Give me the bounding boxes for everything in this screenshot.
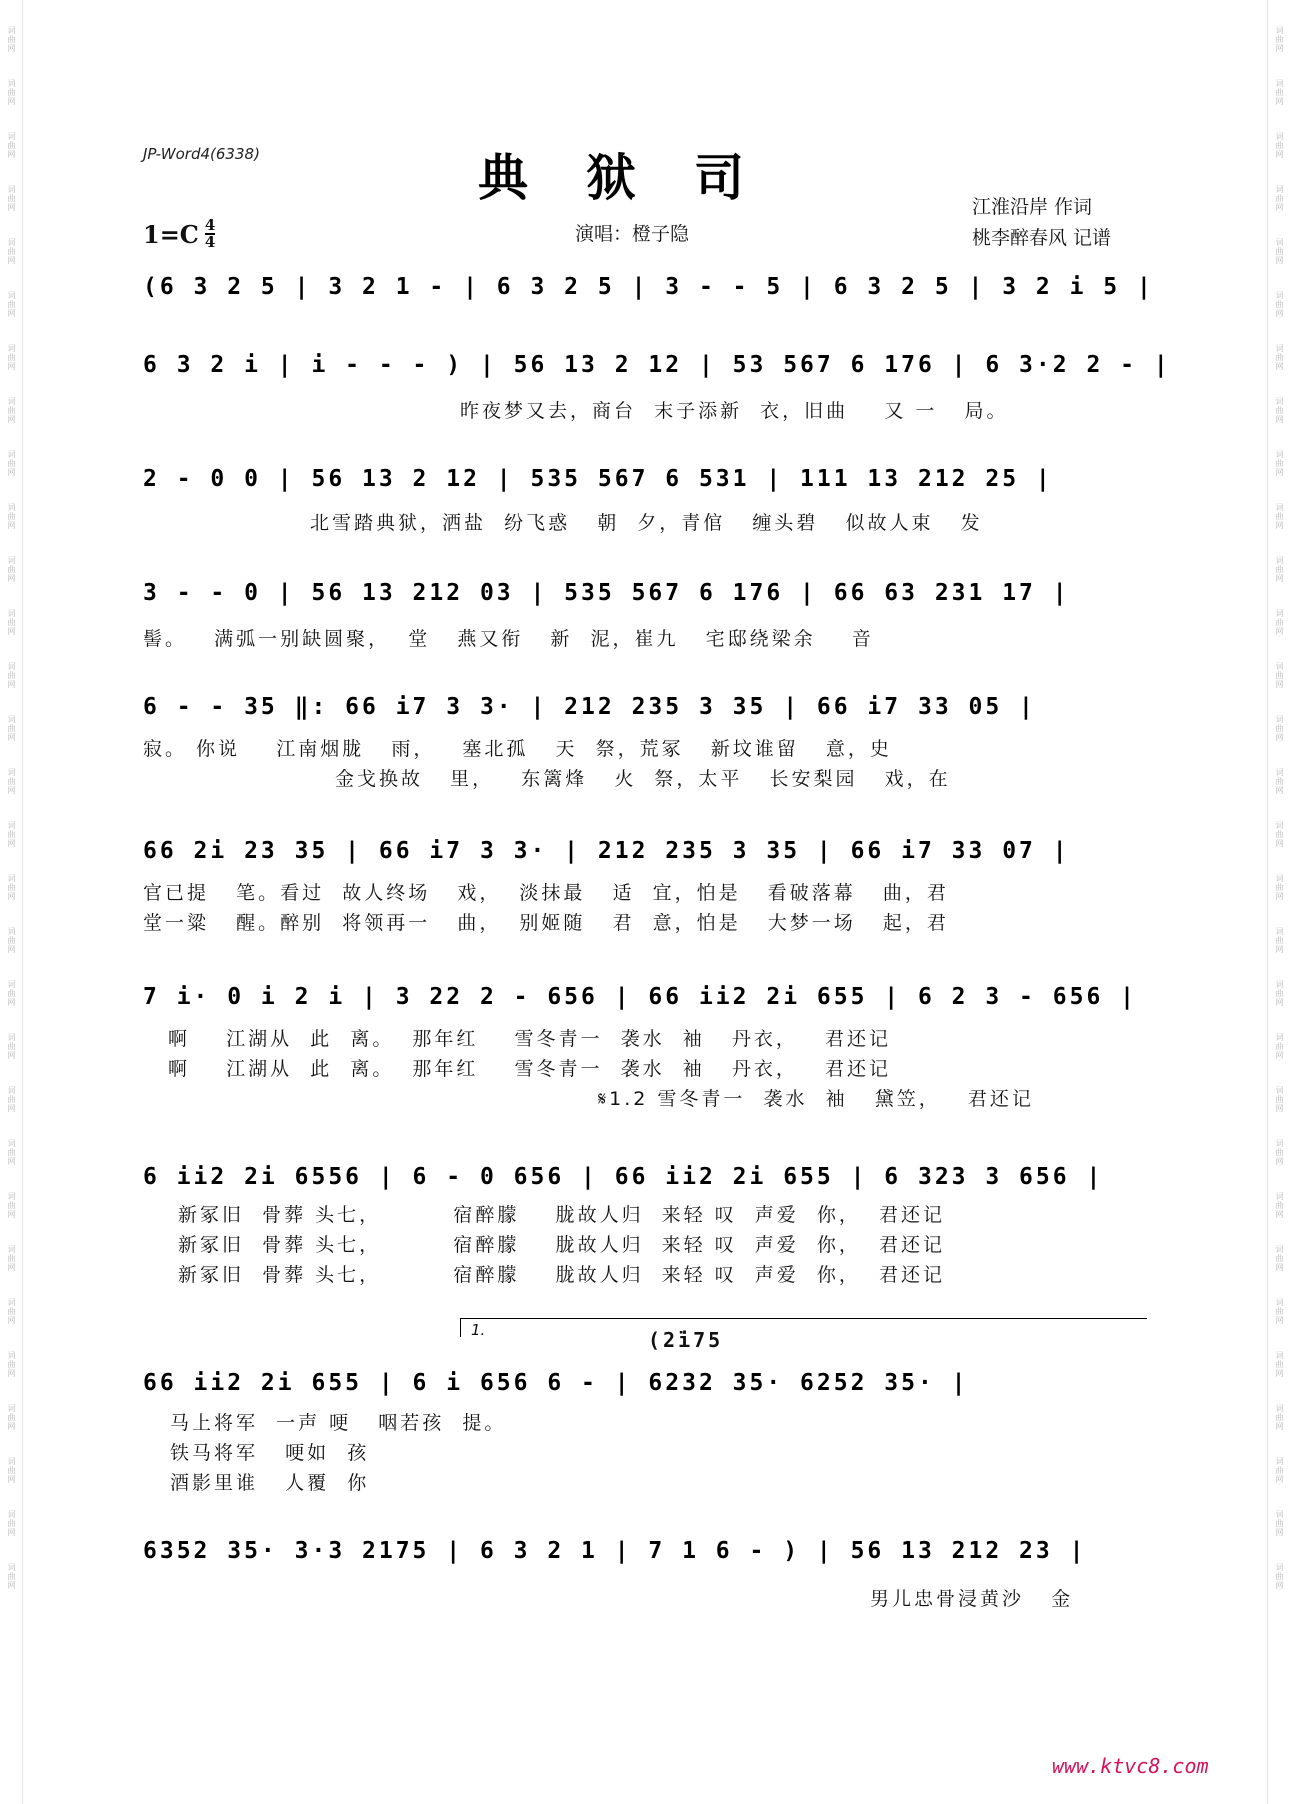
notation-row: 6 3 2 i | i - - - ) | 56 13 2 12 | 53 567 6 176 | 6 3·2 2 - | (143, 352, 1171, 378)
watermark-text: 词曲网 (1275, 1245, 1284, 1272)
lyric-line: 铁马将军 哽如 孩 (170, 1442, 370, 1464)
watermark-text: 词曲网 (1275, 662, 1284, 689)
watermark-text: 词曲网 (7, 662, 16, 689)
watermark-text: 词曲网 (1275, 1457, 1284, 1484)
time-signature-top: 4 (204, 216, 216, 234)
song-title: 典狱司 (478, 148, 802, 207)
watermark-text: 词曲网 (1275, 1139, 1284, 1166)
time-signature (205, 218, 215, 250)
watermark-text: 词曲网 (1275, 397, 1284, 424)
watermark-text: 词曲网 (7, 768, 16, 795)
watermark-text: 词曲网 (1275, 344, 1284, 371)
notation-row: (6 3 2 5 | 3 2 1 - | 6 3 2 5 | 3 - - 5 | 6 3 2 5 | 3 2 i 5 | (143, 274, 1154, 300)
notation-row: 6 ii2 2i 6556 | 6 - 0 656 | 66 ii2 2i 655 | 6 323 3 656 | (143, 1164, 1104, 1190)
watermark-text: 词曲网 (1275, 927, 1284, 954)
lyric-line: 男儿忠骨浸黄沙 金 (870, 1588, 1074, 1610)
lyric-line: 髻。 满弧一别缺圆聚， 堂 燕又衔 新 泥，崔九 宅邸绕梁余 音 (143, 628, 874, 650)
notation-row: 6352 35· 3·3 2175 | 6 3 2 1 | 7 1 6 - ) | 56 13 212 23 | (143, 1538, 1087, 1564)
watermark-text: 词曲网 (7, 1139, 16, 1166)
watermark-text: 词曲网 (1275, 503, 1284, 530)
first-ending-bracket (460, 1318, 1147, 1337)
watermark-text: 词曲网 (1275, 185, 1284, 212)
watermark-text: 词曲网 (1275, 1033, 1284, 1060)
lyric-line: 官已提 笔。看过 故人终场 戏， 淡抹最 适 宜，怕是 看破落幕 曲，君 (143, 882, 949, 904)
lyric-line: 马上将军 一声 哽 咽若孩 提。 (170, 1412, 507, 1434)
credits-block (972, 192, 1111, 254)
lyricist-credit: 江淮沿岸 作词 (972, 196, 1093, 218)
watermark-text: 词曲网 (7, 26, 16, 53)
score-code-label: JP-Word4(6338) (143, 145, 260, 163)
watermark-text: 词曲网 (7, 185, 16, 212)
watermark-text: 词曲网 (1275, 132, 1284, 159)
watermark-text: 词曲网 (7, 450, 16, 477)
watermark-text: 词曲网 (7, 344, 16, 371)
lyric-line: 啊 江湖从 此 离。 那年红 雪冬青一 袭水 袖 丹衣， 君还记 (168, 1058, 891, 1080)
watermark-text: 词曲网 (1275, 556, 1284, 583)
watermark-text: 词曲网 (7, 503, 16, 530)
notation-row: 7 i· 0 i 2 i | 3 22 2 - 656 | 66 ii2 2i 655 | 6 2 3 - 656 | (143, 984, 1137, 1010)
watermark-text: 词曲网 (7, 1033, 16, 1060)
lyric-line: 堂一粱 醒。醉别 将领再一 曲， 别姬随 君 意，怕是 大梦一场 起，君 (143, 912, 949, 934)
watermark-text: 词曲网 (7, 238, 16, 265)
watermark-text: 词曲网 (1275, 1192, 1284, 1219)
watermark-text: 词曲网 (1275, 768, 1284, 795)
lyric-line: 新冢旧 骨葬 头七， 宿醉朦 胧故人归 来轻 叹 声爱 你， 君还记 (178, 1264, 945, 1286)
key-signature (143, 218, 215, 250)
transcriber-credit: 桃李醉春风 记谱 (972, 227, 1112, 249)
notation-row: 66 ii2 2i 655 | 6 i 656 6 - | 6232 35· 6252 35· | (143, 1370, 969, 1396)
watermark-text: 词曲网 (7, 1457, 16, 1484)
lyric-line: 新冢旧 骨葬 头七， 宿醉朦 胧故人归 来轻 叹 声爱 你， 君还记 (178, 1204, 945, 1226)
watermark-text: 词曲网 (7, 1563, 16, 1590)
lyric-line: 昨夜梦又去，商台 末子添新 衣，旧曲 又 一 局。 (460, 400, 1009, 422)
watermark-text: 词曲网 (1275, 1404, 1284, 1431)
watermark-text: 词曲网 (7, 980, 16, 1007)
lyric-line: 新冢旧 骨葬 头七， 宿醉朦 胧故人归 来轻 叹 声爱 你， 君还记 (178, 1234, 945, 1256)
watermark-text: 词曲网 (1275, 1351, 1284, 1378)
watermark-text: 词曲网 (1275, 980, 1284, 1007)
watermark-text: 词曲网 (1275, 79, 1284, 106)
notation-row: 3 - - 0 | 56 13 212 03 | 535 567 6 176 | 66 63 231 17 | (143, 580, 1070, 606)
notation-row: 6 - - 35 ‖: 66 i7 3 3· | 212 235 3 35 | 66 i7 33 05 | (143, 694, 1036, 720)
watermark-text: 词曲网 (7, 1510, 16, 1537)
right-watermark-strip (1267, 0, 1290, 1804)
key-label: 1=C (143, 219, 199, 249)
pickup-notes: (2̇i75 (648, 1328, 724, 1352)
notation-row: 2 - 0 0 | 56 13 2 12 | 535 567 6 531 | 111 13 212 25 | (143, 466, 1053, 492)
watermark-text: 词曲网 (7, 821, 16, 848)
watermark-text: 词曲网 (7, 556, 16, 583)
time-signature-bottom: 4 (204, 233, 216, 251)
lyric-line: 𝄋1.2 雪冬青一 袭水 袖 黛笠， 君还记 (598, 1088, 1034, 1110)
watermark-text: 词曲网 (7, 927, 16, 954)
watermark-text: 词曲网 (7, 291, 16, 318)
watermark-text: 词曲网 (1275, 26, 1284, 53)
watermark-text: 词曲网 (7, 609, 16, 636)
watermark-text: 词曲网 (7, 1298, 16, 1325)
watermark-text: 词曲网 (7, 132, 16, 159)
watermark-text: 词曲网 (7, 397, 16, 424)
site-watermark: www.ktvc8.com (1052, 1754, 1209, 1778)
watermark-text: 词曲网 (1275, 450, 1284, 477)
lyric-line: 酒影里谁 人覆 你 (170, 1472, 370, 1494)
watermark-text: 词曲网 (7, 1404, 16, 1431)
lyric-line: 北雪踏典狱，洒盐 纷飞惑 朝 夕，青倌 缠头碧 似故人束 发 (310, 512, 983, 534)
watermark-text: 词曲网 (7, 874, 16, 901)
watermark-text: 词曲网 (7, 1351, 16, 1378)
lyric-line: 金戈换故 里， 东篱烽 火 祭，太平 长安梨园 戏，在 (335, 768, 951, 790)
watermark-text: 词曲网 (7, 1086, 16, 1113)
notation-row: 66 2i 23 35 | 66 i7 3 3· | 212 235 3 35 | 66 i7 33 07 | (143, 838, 1070, 864)
watermark-text: 词曲网 (7, 79, 16, 106)
watermark-text: 词曲网 (1275, 238, 1284, 265)
watermark-text: 词曲网 (1275, 821, 1284, 848)
lyric-line: 啊 江湖从 此 离。 那年红 雪冬青一 袭水 袖 丹衣， 君还记 (168, 1028, 891, 1050)
watermark-text: 词曲网 (1275, 715, 1284, 742)
watermark-text: 词曲网 (1275, 1086, 1284, 1113)
singer-credit: 演唱：橙子隐 (575, 223, 690, 245)
watermark-text: 词曲网 (1275, 1510, 1284, 1537)
lyric-line: 寂。 你说 江南烟胧 雨， 塞北孤 天 祭，荒冢 新坟谁留 意，史 (143, 738, 892, 760)
watermark-text: 词曲网 (1275, 291, 1284, 318)
watermark-text: 词曲网 (7, 1192, 16, 1219)
watermark-text: 词曲网 (1275, 609, 1284, 636)
watermark-text: 词曲网 (7, 1245, 16, 1272)
left-watermark-strip (0, 0, 23, 1804)
watermark-text: 词曲网 (7, 715, 16, 742)
watermark-text: 词曲网 (1275, 1563, 1284, 1590)
watermark-text: 词曲网 (1275, 874, 1284, 901)
watermark-text: 词曲网 (1275, 1298, 1284, 1325)
volta-label: 1. (471, 1321, 486, 1339)
